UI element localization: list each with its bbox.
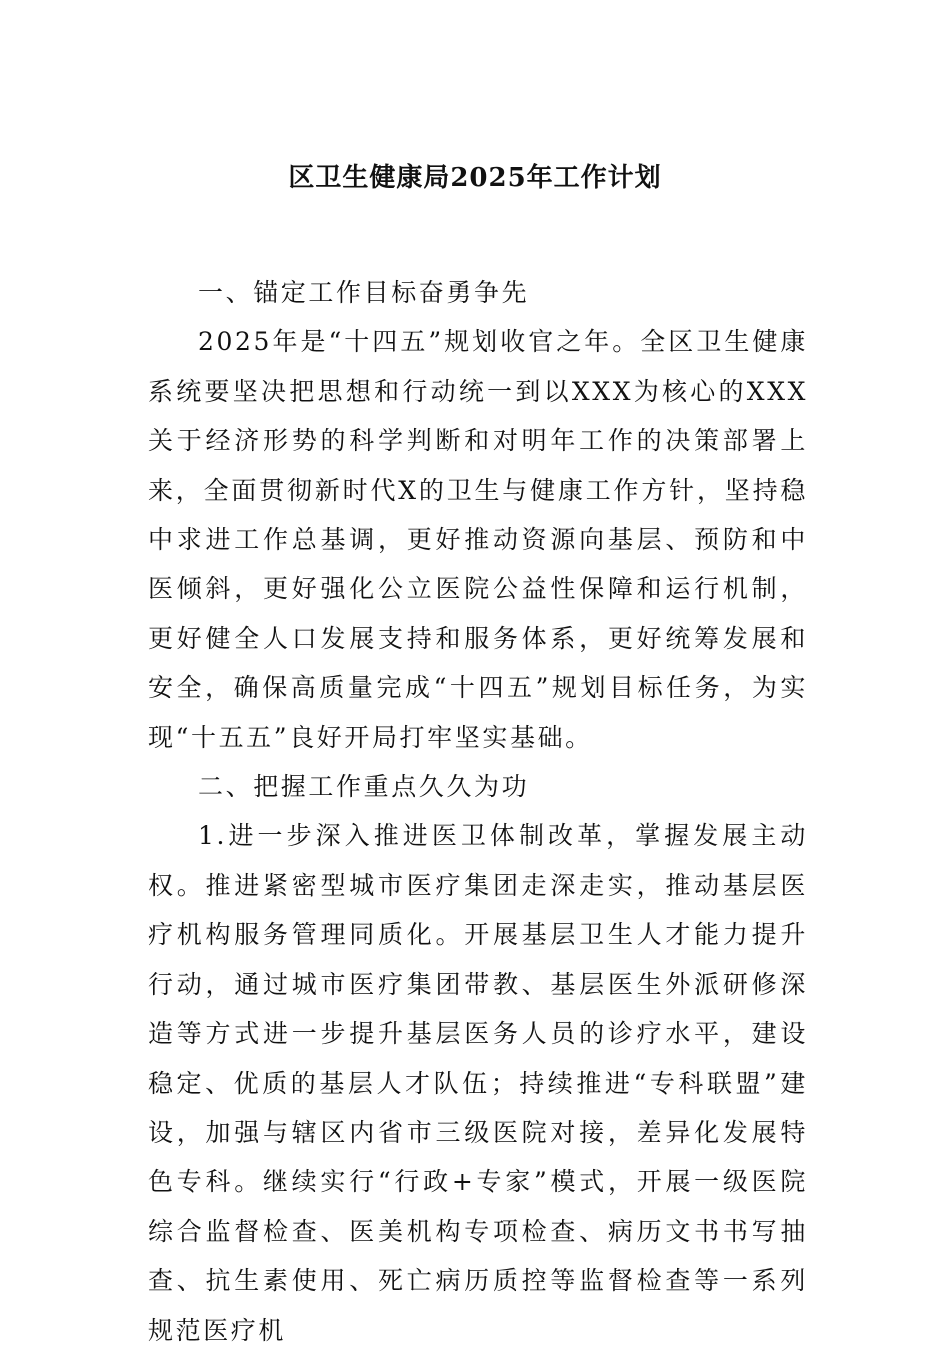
page-title: 区卫生健康局2025年工作计划 — [288, 163, 662, 193]
document-body — [148, 268, 808, 1355]
section-1-paragraph-1: 2025年是“十四五”规划收官之年。全区卫生健康系统要坚决把思想和行动统一到以XXX为核心的XXX关于经济形势的科学判断和对明年工作的决策部署上来，全面贯彻新时代X的卫生与健康工作方针，坚持稳中求进工作总基调，更好推动资源向基层、预防和中医倾斜，更好强化公立医院公益性保障和运行机制，更好健全人口发展支持和服务体系，更好统筹发展和安全，确保高质量完成“十四五”规划目标任务，为实现“十五五”良好开局打牢坚实基础。 — [148, 327, 808, 752]
section-heading-1: 一、锚定工作目标奋勇争先 — [198, 278, 530, 307]
section-2-paragraph-1: 1.进一步深入推进医卫体制改革，掌握发展主动权。推进紧密型城市医疗集团走深走实，推动基层医疗机构服务管理同质化。开展基层卫生人才能力提升行动，通过城市医疗集团带教、基层医生外派研修深造等方式进一步提升基层医务人员的诊疗水平，建设稳定、优质的基层人才队伍；持续推进“专科联盟”建设，加强与辖区内省市三级医院对接，差异化发展特色专科。继续实行“行政+专家”模式，开展一级医院综合监督检查、医美机构专项检查、病历文书书写抽查、抗生素使用、死亡病历质控等监督检查等一系列规范医疗机 — [148, 821, 808, 1345]
section-heading-2: 二、把握工作重点久久为功 — [198, 772, 530, 802]
